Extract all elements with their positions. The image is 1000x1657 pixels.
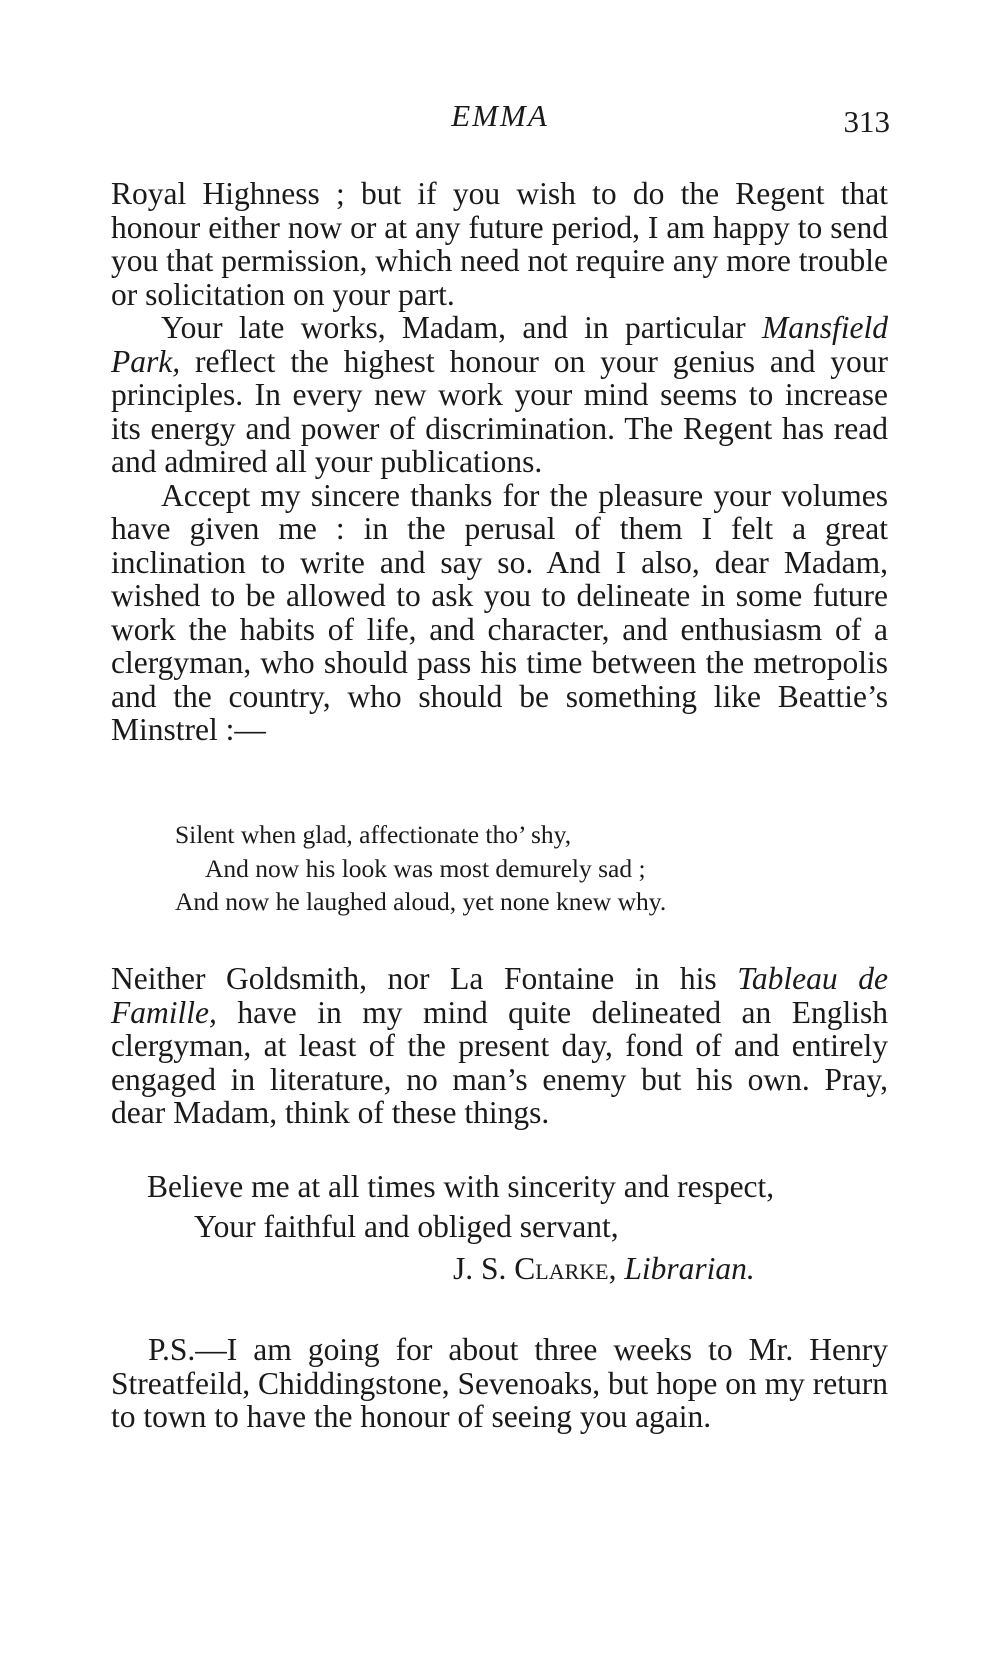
book-title-tableau-de-famille: Tableau de Famille, [111,961,888,1030]
paragraph-2-lead: Your late works, Madam, and in particular [161,310,762,345]
book-title-mansfield-park: Mansfield Park, [111,310,888,379]
paragraph-2-text: reflect the highest honour on your genius and your principles. In every new work your mind seems to increase its energy and power of discrimination. The Regent has read and admired all your publications. [111,343,888,479]
signature-title: Librarian. [624,1251,755,1286]
postscript: P.S.—I am going for about three weeks to Mr. Henry Streatfeild, Chiddingstone, Sevenoaks, but hope on my return to town to have the honour of seeing you again. [111,1332,888,1434]
paragraph-2 [111,311,888,479]
signature [453,1250,755,1288]
letter-body [111,177,888,747]
closing-line-2: Your faithful and obliged servant, [194,1209,619,1244]
paragraph-3: Accept my sincere thanks for the pleasure your volumes have given me : in the perusal of them I felt a great inclination to write and say so. And I also, dear Madam, wished to be allowed to ask you to delineate in some future work the habits of life, and character, and enthusiasm of a clergyman, who should pass his time between the metropolis and the country, who should be something like Beattie’s Minstrel :— [111,477,888,747]
paragraph-1: Royal Highness ; but if you wish to do the Regent that honour either now or at any future period, I am happy to send you that permission, which need not require any more trouble or solicitation on your part. [111,176,888,312]
verse-line-1: Silent when glad, affectionate tho’ shy, [175,820,572,849]
verse-quote [175,818,855,919]
verse-line-3: And now he laughed aloud, yet none knew why. [175,887,667,916]
page-number: 313 [843,104,890,139]
paragraph-4 [111,962,888,1130]
signature-name: Clarke, [514,1251,617,1286]
verse-line-2: And now his look was most demurely sad ; [205,853,646,883]
postscript-block [111,1333,888,1434]
closing-line-1: Believe me at all times with sincerity and respect, [147,1169,775,1204]
running-title: EMMA [451,98,549,133]
paragraph-4-text: have in my mind quite delineated an English clergyman, at least of the present day, fond of and entirely engaged in literature, no man’s enemy but his own. Pray, dear Madam, think of these things. [111,994,888,1130]
signature-initials: J. S. [453,1251,515,1286]
post-verse-paragraph [111,962,888,1130]
paragraph-4-lead: Neither Goldsmith, nor La Fontaine in his [111,961,738,996]
